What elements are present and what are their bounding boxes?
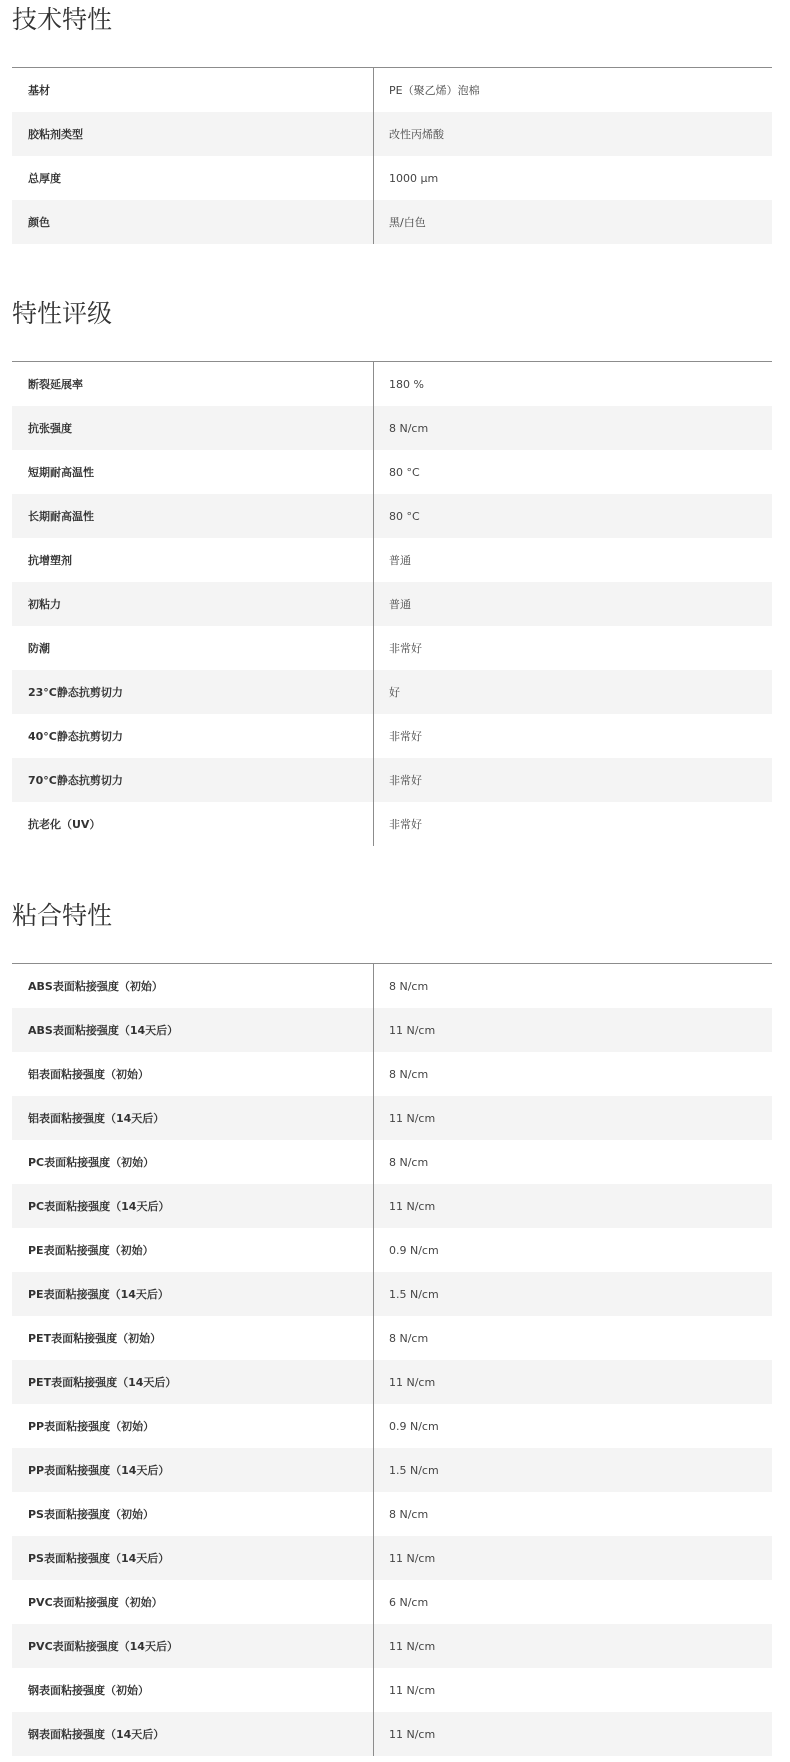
row-value: 非常好 xyxy=(389,818,422,831)
table-row xyxy=(12,1096,772,1140)
row-label: PC表面粘接强度（初始） xyxy=(12,1140,374,1184)
row-value: 非常好 xyxy=(389,642,422,655)
row-value: 非常好 xyxy=(389,774,422,787)
row-label: 抗老化（UV） xyxy=(12,802,374,846)
row-value: 1.5 N/cm xyxy=(389,1287,439,1301)
row-label: 抗张强度 xyxy=(12,406,374,450)
row-value: 8 N/cm xyxy=(389,1067,429,1081)
table-row xyxy=(12,1712,772,1756)
row-label: 初粘力 xyxy=(12,582,374,626)
table-row xyxy=(12,802,772,846)
table-row xyxy=(12,1492,772,1536)
row-value: 11 N/cm xyxy=(389,1111,436,1125)
table-row xyxy=(12,1360,772,1404)
table-row xyxy=(12,1536,772,1580)
row-label: 铝表面粘接强度（14天后） xyxy=(12,1096,374,1140)
table-row xyxy=(12,1052,772,1096)
row-value: 180 % xyxy=(389,377,424,391)
row-label: PVC表面粘接强度（14天后） xyxy=(12,1624,374,1668)
row-value: 11 N/cm xyxy=(389,1551,436,1565)
table-row xyxy=(12,112,772,156)
row-value: 1.5 N/cm xyxy=(389,1463,439,1477)
table-row xyxy=(12,1008,772,1052)
row-label: 钢表面粘接强度（初始） xyxy=(12,1668,374,1712)
row-label: PE表面粘接强度（14天后） xyxy=(12,1272,374,1316)
table-row xyxy=(12,362,772,406)
row-value: 8 N/cm xyxy=(389,979,429,993)
row-label: 长期耐高温性 xyxy=(12,494,374,538)
row-label: ABS表面粘接强度（14天后） xyxy=(12,1008,374,1052)
row-value: 普通 xyxy=(389,598,411,611)
row-value: 11 N/cm xyxy=(389,1683,436,1697)
table-row xyxy=(12,758,772,802)
row-label: 基材 xyxy=(12,68,374,112)
table-row xyxy=(12,1184,772,1228)
row-label: PS表面粘接强度（初始） xyxy=(12,1492,374,1536)
table-row xyxy=(12,1316,772,1360)
row-value: 1000 µm xyxy=(389,171,439,185)
table-row xyxy=(12,1624,772,1668)
row-value: 8 N/cm xyxy=(389,1507,429,1521)
row-label: PET表面粘接强度（初始） xyxy=(12,1316,374,1360)
row-label: 断裂延展率 xyxy=(12,362,374,406)
table-row xyxy=(12,670,772,714)
row-value: 改性丙烯酸 xyxy=(389,128,444,141)
row-value: 11 N/cm xyxy=(389,1375,436,1389)
row-label: 总厚度 xyxy=(12,156,374,200)
row-value: 80 °C xyxy=(389,509,420,523)
row-label: PVC表面粘接强度（初始） xyxy=(12,1580,374,1624)
table-row xyxy=(12,68,772,112)
row-value: 11 N/cm xyxy=(389,1639,436,1653)
row-label: 胶粘剂类型 xyxy=(12,112,374,156)
row-label: 防潮 xyxy=(12,626,374,670)
table-row xyxy=(12,1140,772,1184)
table-row xyxy=(12,1404,772,1448)
properties-table xyxy=(12,67,772,244)
row-label: 颜色 xyxy=(12,200,374,244)
section-title: 特性评级 xyxy=(12,299,113,328)
row-value: 6 N/cm xyxy=(389,1595,429,1609)
table-row xyxy=(12,626,772,670)
row-value: 8 N/cm xyxy=(389,421,429,435)
row-label: 短期耐高温性 xyxy=(12,450,374,494)
row-label: 抗增塑剂 xyxy=(12,538,374,582)
row-label: PE表面粘接强度（初始） xyxy=(12,1228,374,1272)
section-title: 粘合特性 xyxy=(12,901,113,930)
table-row xyxy=(12,1228,772,1272)
table-row xyxy=(12,156,772,200)
table-row xyxy=(12,494,772,538)
row-label: PC表面粘接强度（14天后） xyxy=(12,1184,374,1228)
row-label: 23°C静态抗剪切力 xyxy=(12,670,374,714)
table-row xyxy=(12,538,772,582)
row-value: 黑/白色 xyxy=(389,216,426,229)
row-value: 普通 xyxy=(389,554,411,567)
row-label: 铝表面粘接强度（初始） xyxy=(12,1052,374,1096)
row-value: PE（聚乙烯）泡棉 xyxy=(389,84,480,97)
table-row xyxy=(12,200,772,244)
table-row xyxy=(12,714,772,758)
row-value: 好 xyxy=(389,686,400,699)
row-value: 80 °C xyxy=(389,465,420,479)
table-row xyxy=(12,1272,772,1316)
row-value: 非常好 xyxy=(389,730,422,743)
table-row xyxy=(12,582,772,626)
table-row xyxy=(12,1580,772,1624)
row-value: 11 N/cm xyxy=(389,1199,436,1213)
table-row xyxy=(12,1668,772,1712)
row-value: 11 N/cm xyxy=(389,1727,436,1741)
row-label: 钢表面粘接强度（14天后） xyxy=(12,1712,374,1756)
row-label: PS表面粘接强度（14天后） xyxy=(12,1536,374,1580)
section-title: 技术特性 xyxy=(12,5,113,34)
row-value: 0.9 N/cm xyxy=(389,1419,439,1433)
row-label: PP表面粘接强度（初始） xyxy=(12,1404,374,1448)
table-row xyxy=(12,406,772,450)
table-row xyxy=(12,1448,772,1492)
table-row xyxy=(12,450,772,494)
ratings-table xyxy=(12,361,772,846)
table-row xyxy=(12,964,772,1008)
row-label: 40°C静态抗剪切力 xyxy=(12,714,374,758)
adhesion-table xyxy=(12,963,772,1756)
row-value: 8 N/cm xyxy=(389,1331,429,1345)
row-label: ABS表面粘接强度（初始） xyxy=(12,964,374,1008)
row-label: 70°C静态抗剪切力 xyxy=(12,758,374,802)
row-value: 8 N/cm xyxy=(389,1155,429,1169)
row-label: PP表面粘接强度（14天后） xyxy=(12,1448,374,1492)
row-value: 11 N/cm xyxy=(389,1023,436,1037)
row-value: 0.9 N/cm xyxy=(389,1243,439,1257)
row-label: PET表面粘接强度（14天后） xyxy=(12,1360,374,1404)
